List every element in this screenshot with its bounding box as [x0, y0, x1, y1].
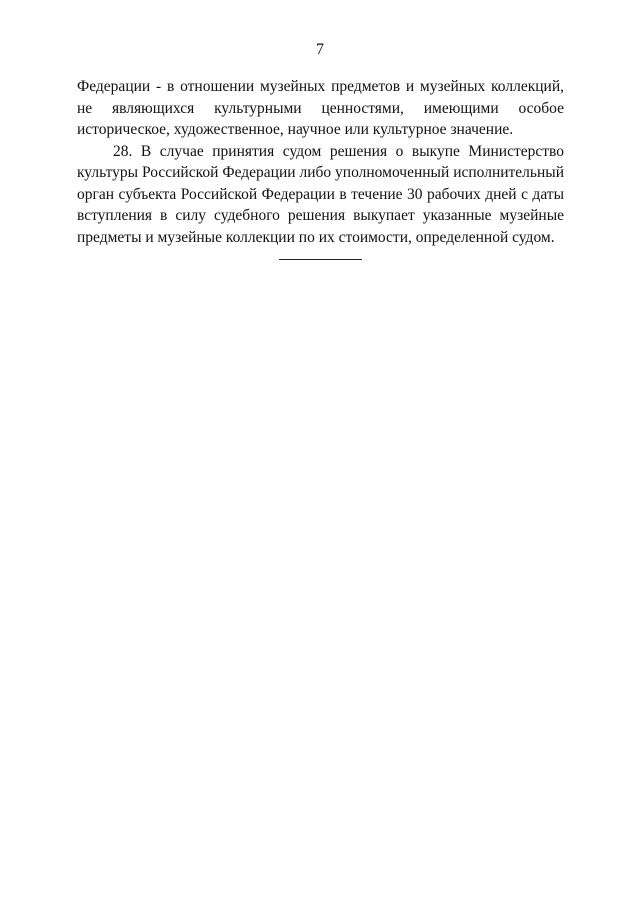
text-line: 28. В случае принятия судом решения о выкупе Министерство: [113, 142, 564, 160]
paragraph-1: [77, 76, 564, 141]
end-separator-line: [279, 259, 362, 260]
text-line: историческое, художественное, научное или культурное значение.: [77, 121, 514, 138]
paragraph-28: [77, 141, 564, 249]
text-line: орган субъекта Российской Федерации в течение 30 рабочих дней с даты: [77, 185, 564, 203]
text-line: Федерации - в отношении музейных предметов и музейных коллекций,: [77, 78, 564, 95]
text-line: культуры Российской Федерации либо уполномоченный исполнительный: [77, 164, 564, 181]
page-number: 7: [316, 41, 324, 58]
text-line: не являющихся культурными ценностями, имеющими особое: [77, 99, 564, 117]
text-line: предметы и музейные коллекции по их стоимости, определенной судом.: [77, 228, 555, 246]
document-body: [77, 76, 564, 248]
text-line: вступления в силу судебного решения выкупает указанные музейные: [77, 207, 564, 224]
